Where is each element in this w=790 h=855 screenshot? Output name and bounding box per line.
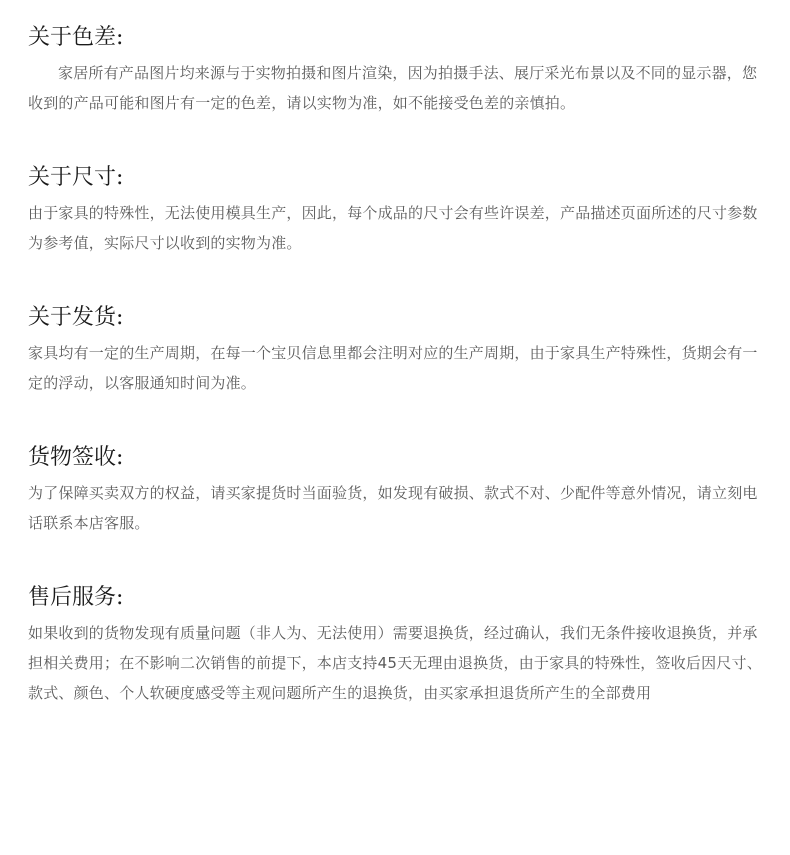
section-title: 货物签收: (28, 445, 124, 470)
policy-page (28, 18, 768, 748)
section-shipping (28, 298, 768, 398)
section-title: 关于发货: (28, 305, 124, 330)
section-body: 家居所有产品图片均来源与于实物拍摄和图片渲染，因为拍摄手法、展厅采光布景以及不同的显示器，您收到的产品可能和图片有一定的色差，请以实物为准，如不能接受色差的亲慎拍。 (28, 64, 758, 112)
section-size (28, 158, 768, 258)
section-body: 如果收到的货物发现有质量问题（非人为、无法使用）需要退换货，经过确认，我们无条件接收退换货，并承担相关费用；在不影响二次销售的前提下，本店支持45天无理由退换货，由于家具的特殊性，签收后因尺寸、款式、颜色、个人软硬度感受等主观问题所产生的退换货，由买家承担退货所产生的全部费用 (28, 624, 762, 702)
section-title: 关于尺寸: (28, 165, 124, 190)
section-body: 由于家具的特殊性，无法使用模具生产，因此，每个成品的尺寸会有些许误差，产品描述页面所述的尺寸参数为参考值，实际尺寸以收到的实物为准。 (28, 204, 758, 252)
section-body: 家具均有一定的生产周期，在每一个宝贝信息里都会注明对应的生产周期，由于家具生产特殊性，货期会有一定的浮动，以客服通知时间为准。 (28, 344, 758, 392)
section-title: 关于色差: (28, 25, 124, 50)
section-after-sales (28, 578, 768, 708)
section-title: 售后服务: (28, 585, 124, 610)
section-color-difference (28, 18, 768, 118)
section-receipt (28, 438, 768, 538)
section-body: 为了保障买卖双方的权益，请买家提货时当面验货，如发现有破损、款式不对、少配件等意外情况，请立刻电话联系本店客服。 (28, 484, 758, 532)
